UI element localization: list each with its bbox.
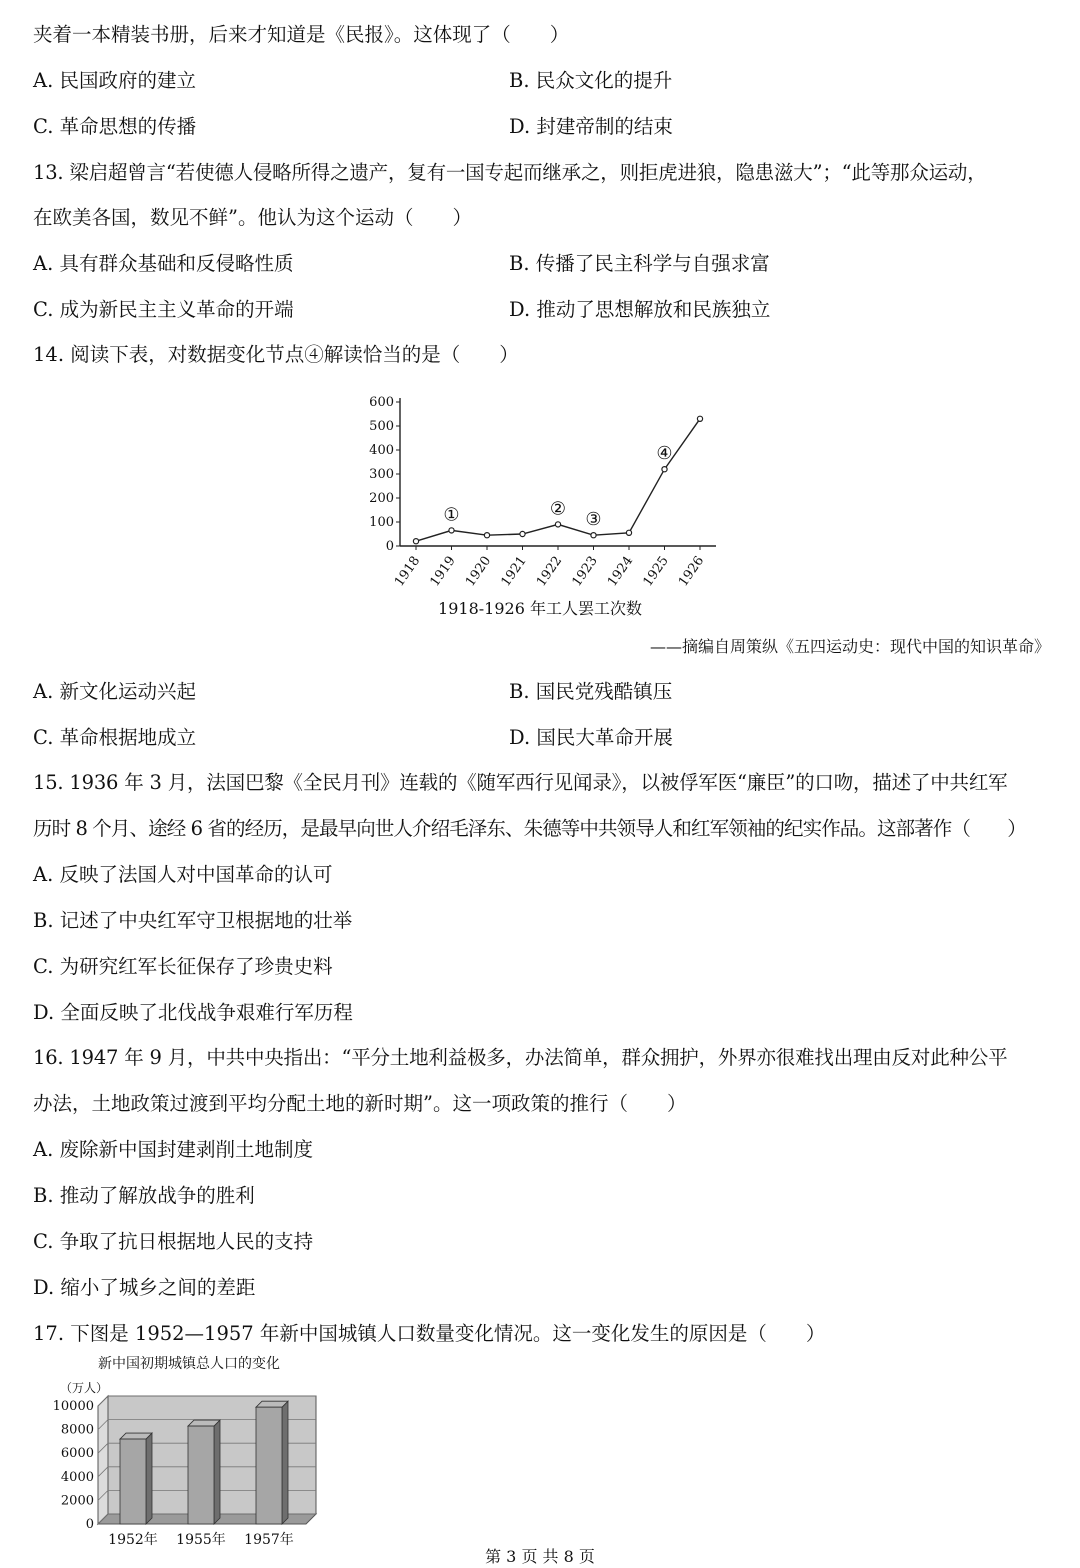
chart2-y-tick-label: 8000 — [60, 1422, 94, 1438]
data-point — [449, 528, 454, 533]
q15-stem-line1: 15. 1936 年 3 月，法国巴黎《全民月刊》连载的《随军西行见闻录》，以被俘军医“廉臣”的口吻，描述了中共红军 — [33, 771, 1008, 794]
chart2-x-tick-label: 1952年 — [108, 1532, 158, 1548]
x-tick-label: 1922 — [534, 553, 566, 590]
chart1-caption: 1918-1926 年工人罢工次数 — [438, 599, 642, 618]
chart2-bar — [256, 1407, 282, 1524]
y-tick-label: 500 — [369, 419, 394, 434]
data-point — [413, 539, 418, 544]
q13-stem-line1: 13. 梁启超曾言“若使德人侵略所得之遗产，复有一国专起而继承之，则拒虎进狼，隐患滋大”；“此等那众运动， — [33, 161, 987, 184]
q15-option-b[interactable]: B. 记述了中央红军守卫根据地的壮举 — [33, 909, 353, 932]
y-tick-label: 600 — [369, 395, 394, 410]
q15-option-d[interactable]: D. 全面反映了北伐战争艰难行军历程 — [33, 1001, 353, 1024]
q14-option-d[interactable]: D. 国民大革命开展 — [509, 726, 673, 749]
chart2-x-tick-label: 1955年 — [176, 1532, 226, 1548]
chart2-bar-side — [214, 1420, 220, 1524]
chart2-y-tick-label: 4000 — [60, 1469, 94, 1485]
chart2-side-wall — [98, 1396, 108, 1524]
chart2-y-tick-label: 0 — [85, 1517, 94, 1532]
data-point — [662, 467, 667, 472]
q17-stem: 17. 下图是 1952—1957 年新中国城镇人口数量变化情况。这一变化发生的原因是（ ） — [33, 1322, 826, 1345]
q13-option-c[interactable]: C. 成为新民主主义革命的开端 — [33, 298, 294, 321]
q12-option-d[interactable]: D. 封建帝制的结束 — [509, 115, 673, 138]
x-tick-label: 1924 — [605, 553, 637, 590]
q16-stem-line2: 办法，土地政策过渡到平均分配土地的新时期”。这一项政策的推行（ ） — [33, 1092, 687, 1115]
q14-option-b[interactable]: B. 国民党残酷镇压 — [509, 680, 673, 703]
q13-option-a[interactable]: A. 具有群众基础和反侵略性质 — [33, 252, 294, 275]
intro-line: 夹着一本精装书册，后来才知道是《民报》。这体现了（ ） — [33, 23, 570, 46]
node-annotation: ② — [549, 498, 567, 520]
chart2-bar-top — [120, 1433, 152, 1439]
q13-option-b[interactable]: B. 传播了民主科学与自强求富 — [509, 252, 770, 275]
y-tick-label: 200 — [369, 491, 394, 506]
node-annotation: ④ — [656, 443, 673, 465]
chart1-source: ——摘编自周策纵《五四运动史：现代中国的知识革命》 — [649, 637, 1050, 656]
y-tick-label: 0 — [385, 539, 394, 554]
data-point — [697, 416, 702, 421]
chart2-bar-side — [282, 1401, 288, 1524]
q15-option-c[interactable]: C. 为研究红军长征保存了珍贵史料 — [33, 955, 333, 978]
x-tick-label: 1923 — [569, 553, 601, 590]
x-tick-label: 1920 — [463, 553, 495, 590]
strike-line-chart — [360, 386, 740, 600]
chart2-bar-top — [256, 1401, 288, 1407]
q14-option-a[interactable]: A. 新文化运动兴起 — [33, 680, 196, 703]
q14-stem: 14. 阅读下表，对数据变化节点④解读恰当的是（ ） — [33, 343, 519, 366]
q15-option-a[interactable]: A. 反映了法国人对中国革命的认可 — [33, 863, 333, 886]
urban-population-bar-chart — [40, 1348, 320, 1548]
q16-option-a[interactable]: A. 废除新中国封建剥削土地制度 — [33, 1138, 313, 1161]
node-annotation: ③ — [585, 509, 602, 531]
q12-option-a[interactable]: A. 民国政府的建立 — [33, 69, 196, 92]
q16-option-c[interactable]: C. 争取了抗日根据地人民的支持 — [33, 1230, 314, 1253]
data-point — [484, 533, 489, 538]
y-tick-label: 100 — [369, 515, 394, 530]
x-tick-label: 1919 — [427, 553, 459, 590]
data-point — [555, 522, 560, 527]
y-tick-label: 400 — [369, 443, 394, 458]
x-tick-label: 1926 — [676, 553, 708, 590]
x-tick-label: 1925 — [640, 553, 672, 590]
chart2-bar-side — [146, 1433, 152, 1524]
q12-option-c[interactable]: C. 革命思想的传播 — [33, 115, 197, 138]
chart2-x-tick-label: 1957年 — [244, 1532, 294, 1548]
page-footer: 第 3 页 共 8 页 — [485, 1547, 595, 1566]
x-tick-label: 1921 — [498, 553, 530, 590]
x-tick-label: 1918 — [392, 553, 424, 590]
data-point — [520, 531, 525, 536]
chart2-bar-top — [188, 1420, 220, 1426]
q13-option-d[interactable]: D. 推动了思想解放和民族独立 — [509, 298, 771, 321]
q12-option-b[interactable]: B. 民众文化的提升 — [509, 69, 673, 92]
chart2-y-tick-label: 6000 — [60, 1446, 94, 1462]
q16-stem-line1: 16. 1947 年 9 月，中共中央指出：“平分土地利益极多，办法简单，群众拥护，外界亦很难找出理由反对此种公平 — [33, 1046, 1008, 1069]
q14-option-c[interactable]: C. 革命根据地成立 — [33, 726, 197, 749]
q15-stem-line2: 历时 8 个月、途经 6 省的经历，是最早向世人介绍毛泽东、朱德等中共领导人和红军领袖的纪实作品。这部著作（ ） — [33, 817, 1026, 840]
data-point — [591, 533, 596, 538]
y-tick-label: 300 — [369, 467, 394, 482]
q16-option-b[interactable]: B. 推动了解放战争的胜利 — [33, 1184, 255, 1207]
chart2-y-tick-label: 10000 — [52, 1399, 94, 1414]
chart2-bar — [120, 1439, 146, 1524]
node-annotation: ① — [443, 504, 460, 526]
chart2-bar — [188, 1426, 214, 1524]
chart2-title: 新中国初期城镇总人口的变化 — [98, 1356, 280, 1372]
chart2-y-unit: （万人） — [60, 1381, 109, 1395]
chart2-y-tick-label: 2000 — [60, 1493, 94, 1509]
data-point — [626, 530, 631, 535]
q16-option-d[interactable]: D. 缩小了城乡之间的差距 — [33, 1276, 256, 1299]
q13-stem-line2: 在欧美各国，数见不鲜”。他认为这个运动（ ） — [33, 206, 472, 229]
